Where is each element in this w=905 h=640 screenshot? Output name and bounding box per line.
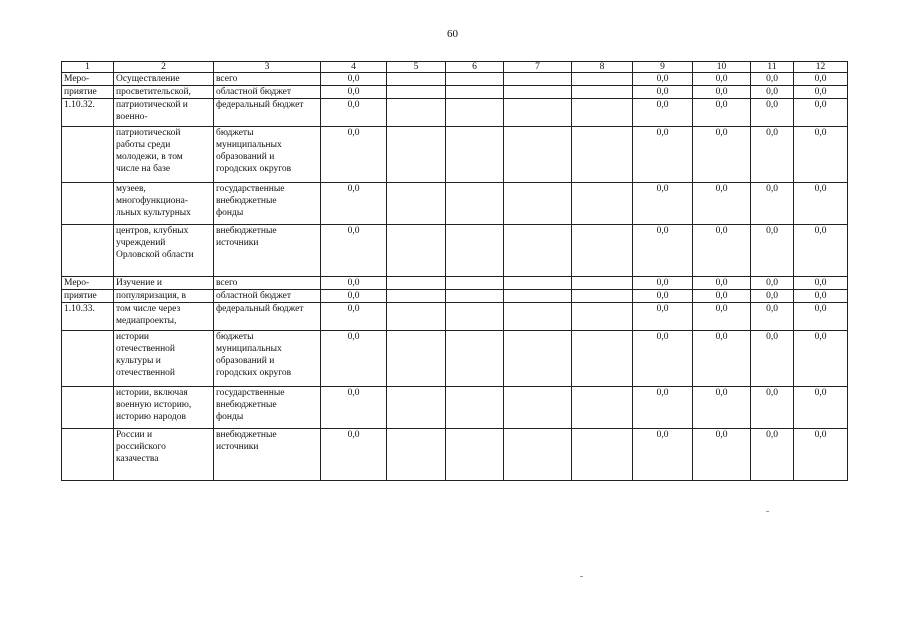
- value-cell-col-4: 0,0: [321, 99, 387, 127]
- funding-source-cell: [214, 290, 321, 303]
- table-row: [62, 127, 848, 183]
- column-number-4: 4: [321, 62, 387, 73]
- value-cell-col-9: 0,0: [633, 183, 693, 225]
- value-cell-col-12: 0,0: [794, 277, 848, 290]
- value-cell-col-5: [387, 277, 446, 290]
- measure-name-cell: [114, 277, 214, 290]
- funding-source-cell: [214, 99, 321, 127]
- value-cell-col-11: 0,0: [751, 225, 794, 277]
- value-cell-col-12: 0,0: [794, 127, 848, 183]
- value-cell-col-12: 0,0: [794, 331, 848, 387]
- funding-source-line: муниципальных: [216, 344, 282, 354]
- value-cell-col-6: [446, 277, 504, 290]
- value-cell-col-6: [446, 290, 504, 303]
- value-cell-col-6: [446, 225, 504, 277]
- value-cell-col-9: 0,0: [633, 86, 693, 99]
- funding-source-cell: [214, 277, 321, 290]
- value-cell-col-11: 0,0: [751, 429, 794, 481]
- funding-source-line: внебюджетные: [216, 196, 277, 206]
- funding-source-cell: [214, 225, 321, 277]
- column-number-8: 8: [572, 62, 633, 73]
- column-number-9: 9: [633, 62, 693, 73]
- value-cell-col-4: 0,0: [321, 225, 387, 277]
- measure-code-cell: [62, 303, 114, 331]
- funding-source-cell: [214, 73, 321, 86]
- value-cell-col-8: [572, 86, 633, 99]
- measure-name-cell: [114, 127, 214, 183]
- value-cell-col-12: 0,0: [794, 429, 848, 481]
- measure-name-cell: [114, 86, 214, 99]
- value-cell-col-7: [504, 225, 572, 277]
- funding-source-line: городских округов: [216, 164, 292, 174]
- measure-name-line: патриотической и: [116, 100, 188, 110]
- value-cell-col-7: [504, 387, 572, 429]
- funding-source-line: образований и: [216, 152, 275, 162]
- funding-source-line: областной бюджет: [216, 87, 292, 97]
- measure-name-line: молодежи, в том: [116, 152, 183, 162]
- measure-name-line: истории, включая: [116, 388, 188, 398]
- measure-name-line: патриотической: [116, 128, 181, 138]
- value-cell-col-5: [387, 99, 446, 127]
- measure-name-line: отечественной: [116, 368, 176, 378]
- value-cell-col-4: 0,0: [321, 429, 387, 481]
- measure-name-line: том числе через: [116, 304, 181, 314]
- value-cell-col-6: [446, 99, 504, 127]
- value-cell-col-9: 0,0: [633, 331, 693, 387]
- funding-source-cell: [214, 183, 321, 225]
- measure-name-line: центров, клубных: [116, 226, 189, 236]
- column-number-1: 1: [62, 62, 114, 73]
- value-cell-col-8: [572, 277, 633, 290]
- value-cell-col-11: 0,0: [751, 127, 794, 183]
- table-row: [62, 183, 848, 225]
- value-cell-col-4: 0,0: [321, 290, 387, 303]
- value-cell-col-7: [504, 99, 572, 127]
- value-cell-col-4: 0,0: [321, 86, 387, 99]
- funding-source-line: бюджеты: [216, 128, 254, 138]
- measure-code-cell: [62, 331, 114, 387]
- value-cell-col-11: 0,0: [751, 303, 794, 331]
- measure-name-cell: [114, 73, 214, 86]
- value-cell-col-12: 0,0: [794, 303, 848, 331]
- value-cell-col-10: 0,0: [693, 277, 751, 290]
- funding-source-line: федеральный бюджет: [216, 304, 304, 314]
- value-cell-col-4: 0,0: [321, 183, 387, 225]
- value-cell-col-7: [504, 277, 572, 290]
- value-cell-col-9: 0,0: [633, 277, 693, 290]
- value-cell-col-5: [387, 303, 446, 331]
- value-cell-col-4: 0,0: [321, 277, 387, 290]
- measure-name-line: историю народов: [116, 412, 186, 422]
- measure-name-cell: [114, 290, 214, 303]
- value-cell-col-6: [446, 127, 504, 183]
- value-cell-col-9: 0,0: [633, 429, 693, 481]
- value-cell-col-11: 0,0: [751, 73, 794, 86]
- value-cell-col-5: [387, 225, 446, 277]
- scan-speck: [766, 511, 769, 512]
- funding-source-line: фонды: [216, 412, 244, 422]
- measure-code-cell: [62, 387, 114, 429]
- measure-code-cell: [62, 277, 114, 290]
- value-cell-col-10: 0,0: [693, 429, 751, 481]
- value-cell-col-5: [387, 127, 446, 183]
- measure-name-cell: [114, 303, 214, 331]
- measure-name-line: казачества: [116, 454, 159, 464]
- value-cell-col-11: 0,0: [751, 387, 794, 429]
- value-cell-col-7: [504, 303, 572, 331]
- funding-source-line: внебюджетные: [216, 430, 277, 440]
- funding-source-cell: [214, 331, 321, 387]
- measure-code-line: 1.10.32.: [64, 100, 95, 110]
- budget-table: [61, 61, 848, 481]
- value-cell-col-5: [387, 429, 446, 481]
- value-cell-col-12: 0,0: [794, 73, 848, 86]
- measure-name-line: военно-: [116, 112, 148, 122]
- funding-source-line: внебюджетные: [216, 226, 277, 236]
- value-cell-col-10: 0,0: [693, 387, 751, 429]
- value-cell-col-8: [572, 429, 633, 481]
- funding-source-cell: [214, 387, 321, 429]
- funding-source-cell: [214, 429, 321, 481]
- measure-name-line: культуры и: [116, 356, 161, 366]
- measure-name-line: музеев,: [116, 184, 146, 194]
- measure-code-cell: [62, 127, 114, 183]
- measure-name-cell: [114, 331, 214, 387]
- value-cell-col-7: [504, 331, 572, 387]
- measure-name-line: Изучение и: [116, 278, 163, 288]
- table-row: [62, 387, 848, 429]
- value-cell-col-8: [572, 225, 633, 277]
- value-cell-col-10: 0,0: [693, 290, 751, 303]
- measure-name-line: истории: [116, 332, 149, 342]
- value-cell-col-11: 0,0: [751, 86, 794, 99]
- funding-source-line: муниципальных: [216, 140, 282, 150]
- measure-name-line: популяризация, в: [116, 291, 186, 301]
- measure-name-line: работы среди: [116, 140, 171, 150]
- measure-name-line: России и: [116, 430, 153, 440]
- value-cell-col-10: 0,0: [693, 86, 751, 99]
- value-cell-col-6: [446, 429, 504, 481]
- measure-name-line: Орловской области: [116, 250, 194, 260]
- table-row: [62, 225, 848, 277]
- measure-name-line: просветительской,: [116, 87, 191, 97]
- page-number: 60: [447, 28, 458, 40]
- funding-source-line: всего: [216, 278, 238, 288]
- measure-code-cell: [62, 86, 114, 99]
- measure-code-cell: [62, 225, 114, 277]
- funding-source-cell: [214, 303, 321, 331]
- measure-name-line: российского: [116, 442, 166, 452]
- value-cell-col-7: [504, 290, 572, 303]
- value-cell-col-6: [446, 331, 504, 387]
- value-cell-col-10: 0,0: [693, 127, 751, 183]
- value-cell-col-8: [572, 127, 633, 183]
- measure-name-line: учреждений: [116, 238, 166, 248]
- value-cell-col-5: [387, 86, 446, 99]
- measure-name-line: льных культурных: [116, 208, 191, 218]
- column-number-11: 11: [751, 62, 794, 73]
- value-cell-col-8: [572, 303, 633, 331]
- funding-source-line: государственные: [216, 184, 285, 194]
- value-cell-col-6: [446, 183, 504, 225]
- table-row: [62, 429, 848, 481]
- value-cell-col-8: [572, 387, 633, 429]
- value-cell-col-12: 0,0: [794, 86, 848, 99]
- measure-code-line: Меро-: [64, 278, 90, 288]
- funding-source-line: федеральный бюджет: [216, 100, 304, 110]
- value-cell-col-9: 0,0: [633, 99, 693, 127]
- value-cell-col-9: 0,0: [633, 290, 693, 303]
- table-row: [62, 73, 848, 86]
- value-cell-col-7: [504, 127, 572, 183]
- value-cell-col-12: 0,0: [794, 225, 848, 277]
- measure-code-line: 1.10.33.: [64, 304, 95, 314]
- funding-source-cell: [214, 127, 321, 183]
- value-cell-col-6: [446, 387, 504, 429]
- funding-source-line: государственные: [216, 388, 285, 398]
- table-row: [62, 99, 848, 127]
- table-row: [62, 290, 848, 303]
- value-cell-col-11: 0,0: [751, 290, 794, 303]
- value-cell-col-8: [572, 183, 633, 225]
- value-cell-col-7: [504, 73, 572, 86]
- scan-speck: [580, 576, 583, 577]
- measure-code-line: приятие: [64, 291, 97, 301]
- value-cell-col-10: 0,0: [693, 225, 751, 277]
- funding-source-line: источники: [216, 238, 259, 248]
- column-number-7: 7: [504, 62, 572, 73]
- value-cell-col-4: 0,0: [321, 127, 387, 183]
- value-cell-col-10: 0,0: [693, 99, 751, 127]
- measure-name-cell: [114, 429, 214, 481]
- value-cell-col-8: [572, 99, 633, 127]
- value-cell-col-6: [446, 86, 504, 99]
- funding-source-line: городских округов: [216, 368, 292, 378]
- value-cell-col-5: [387, 73, 446, 86]
- value-cell-col-6: [446, 73, 504, 86]
- measure-code-cell: [62, 183, 114, 225]
- funding-source-line: внебюджетные: [216, 400, 277, 410]
- value-cell-col-11: 0,0: [751, 331, 794, 387]
- funding-source-line: образований и: [216, 356, 275, 366]
- measure-name-cell: [114, 225, 214, 277]
- value-cell-col-4: 0,0: [321, 331, 387, 387]
- column-number-row: [62, 62, 848, 73]
- column-number-5: 5: [387, 62, 446, 73]
- value-cell-col-6: [446, 303, 504, 331]
- column-number-6: 6: [446, 62, 504, 73]
- measure-name-line: многофункциона-: [116, 196, 189, 206]
- measure-name-line: военную историю,: [116, 400, 192, 410]
- funding-source-line: источники: [216, 442, 259, 452]
- measure-code-cell: [62, 73, 114, 86]
- column-number-2: 2: [114, 62, 214, 73]
- value-cell-col-12: 0,0: [794, 290, 848, 303]
- value-cell-col-11: 0,0: [751, 277, 794, 290]
- value-cell-col-9: 0,0: [633, 225, 693, 277]
- measure-name-line: Осуществление: [116, 74, 180, 84]
- value-cell-col-5: [387, 183, 446, 225]
- table-row: [62, 331, 848, 387]
- measure-name-line: отечественной: [116, 344, 176, 354]
- value-cell-col-10: 0,0: [693, 73, 751, 86]
- value-cell-col-4: 0,0: [321, 387, 387, 429]
- value-cell-col-9: 0,0: [633, 303, 693, 331]
- value-cell-col-10: 0,0: [693, 183, 751, 225]
- table-row: [62, 86, 848, 99]
- value-cell-col-7: [504, 86, 572, 99]
- funding-source-line: всего: [216, 74, 238, 84]
- measure-name-line: числе на базе: [116, 164, 171, 174]
- measure-name-cell: [114, 99, 214, 127]
- value-cell-col-9: 0,0: [633, 73, 693, 86]
- value-cell-col-7: [504, 429, 572, 481]
- measure-name-line: медиапроекты,: [116, 316, 177, 326]
- value-cell-col-8: [572, 331, 633, 387]
- funding-source-cell: [214, 86, 321, 99]
- value-cell-col-10: 0,0: [693, 303, 751, 331]
- value-cell-col-8: [572, 290, 633, 303]
- value-cell-col-4: 0,0: [321, 303, 387, 331]
- value-cell-col-9: 0,0: [633, 127, 693, 183]
- funding-source-line: областной бюджет: [216, 291, 292, 301]
- measure-code-cell: [62, 99, 114, 127]
- table-row: [62, 277, 848, 290]
- value-cell-col-4: 0,0: [321, 73, 387, 86]
- value-cell-col-9: 0,0: [633, 387, 693, 429]
- value-cell-col-5: [387, 290, 446, 303]
- column-number-12: 12: [794, 62, 848, 73]
- table-row: [62, 303, 848, 331]
- column-number-3: 3: [214, 62, 321, 73]
- value-cell-col-10: 0,0: [693, 331, 751, 387]
- value-cell-col-7: [504, 183, 572, 225]
- value-cell-col-5: [387, 387, 446, 429]
- value-cell-col-5: [387, 331, 446, 387]
- value-cell-col-8: [572, 73, 633, 86]
- measure-name-cell: [114, 387, 214, 429]
- measure-code-line: Меро-: [64, 74, 90, 84]
- value-cell-col-12: 0,0: [794, 99, 848, 127]
- column-number-10: 10: [693, 62, 751, 73]
- measure-code-cell: [62, 290, 114, 303]
- value-cell-col-12: 0,0: [794, 183, 848, 225]
- value-cell-col-11: 0,0: [751, 183, 794, 225]
- value-cell-col-12: 0,0: [794, 387, 848, 429]
- funding-source-line: бюджеты: [216, 332, 254, 342]
- measure-code-line: приятие: [64, 87, 97, 97]
- measure-code-cell: [62, 429, 114, 481]
- funding-source-line: фонды: [216, 208, 244, 218]
- value-cell-col-11: 0,0: [751, 99, 794, 127]
- measure-name-cell: [114, 183, 214, 225]
